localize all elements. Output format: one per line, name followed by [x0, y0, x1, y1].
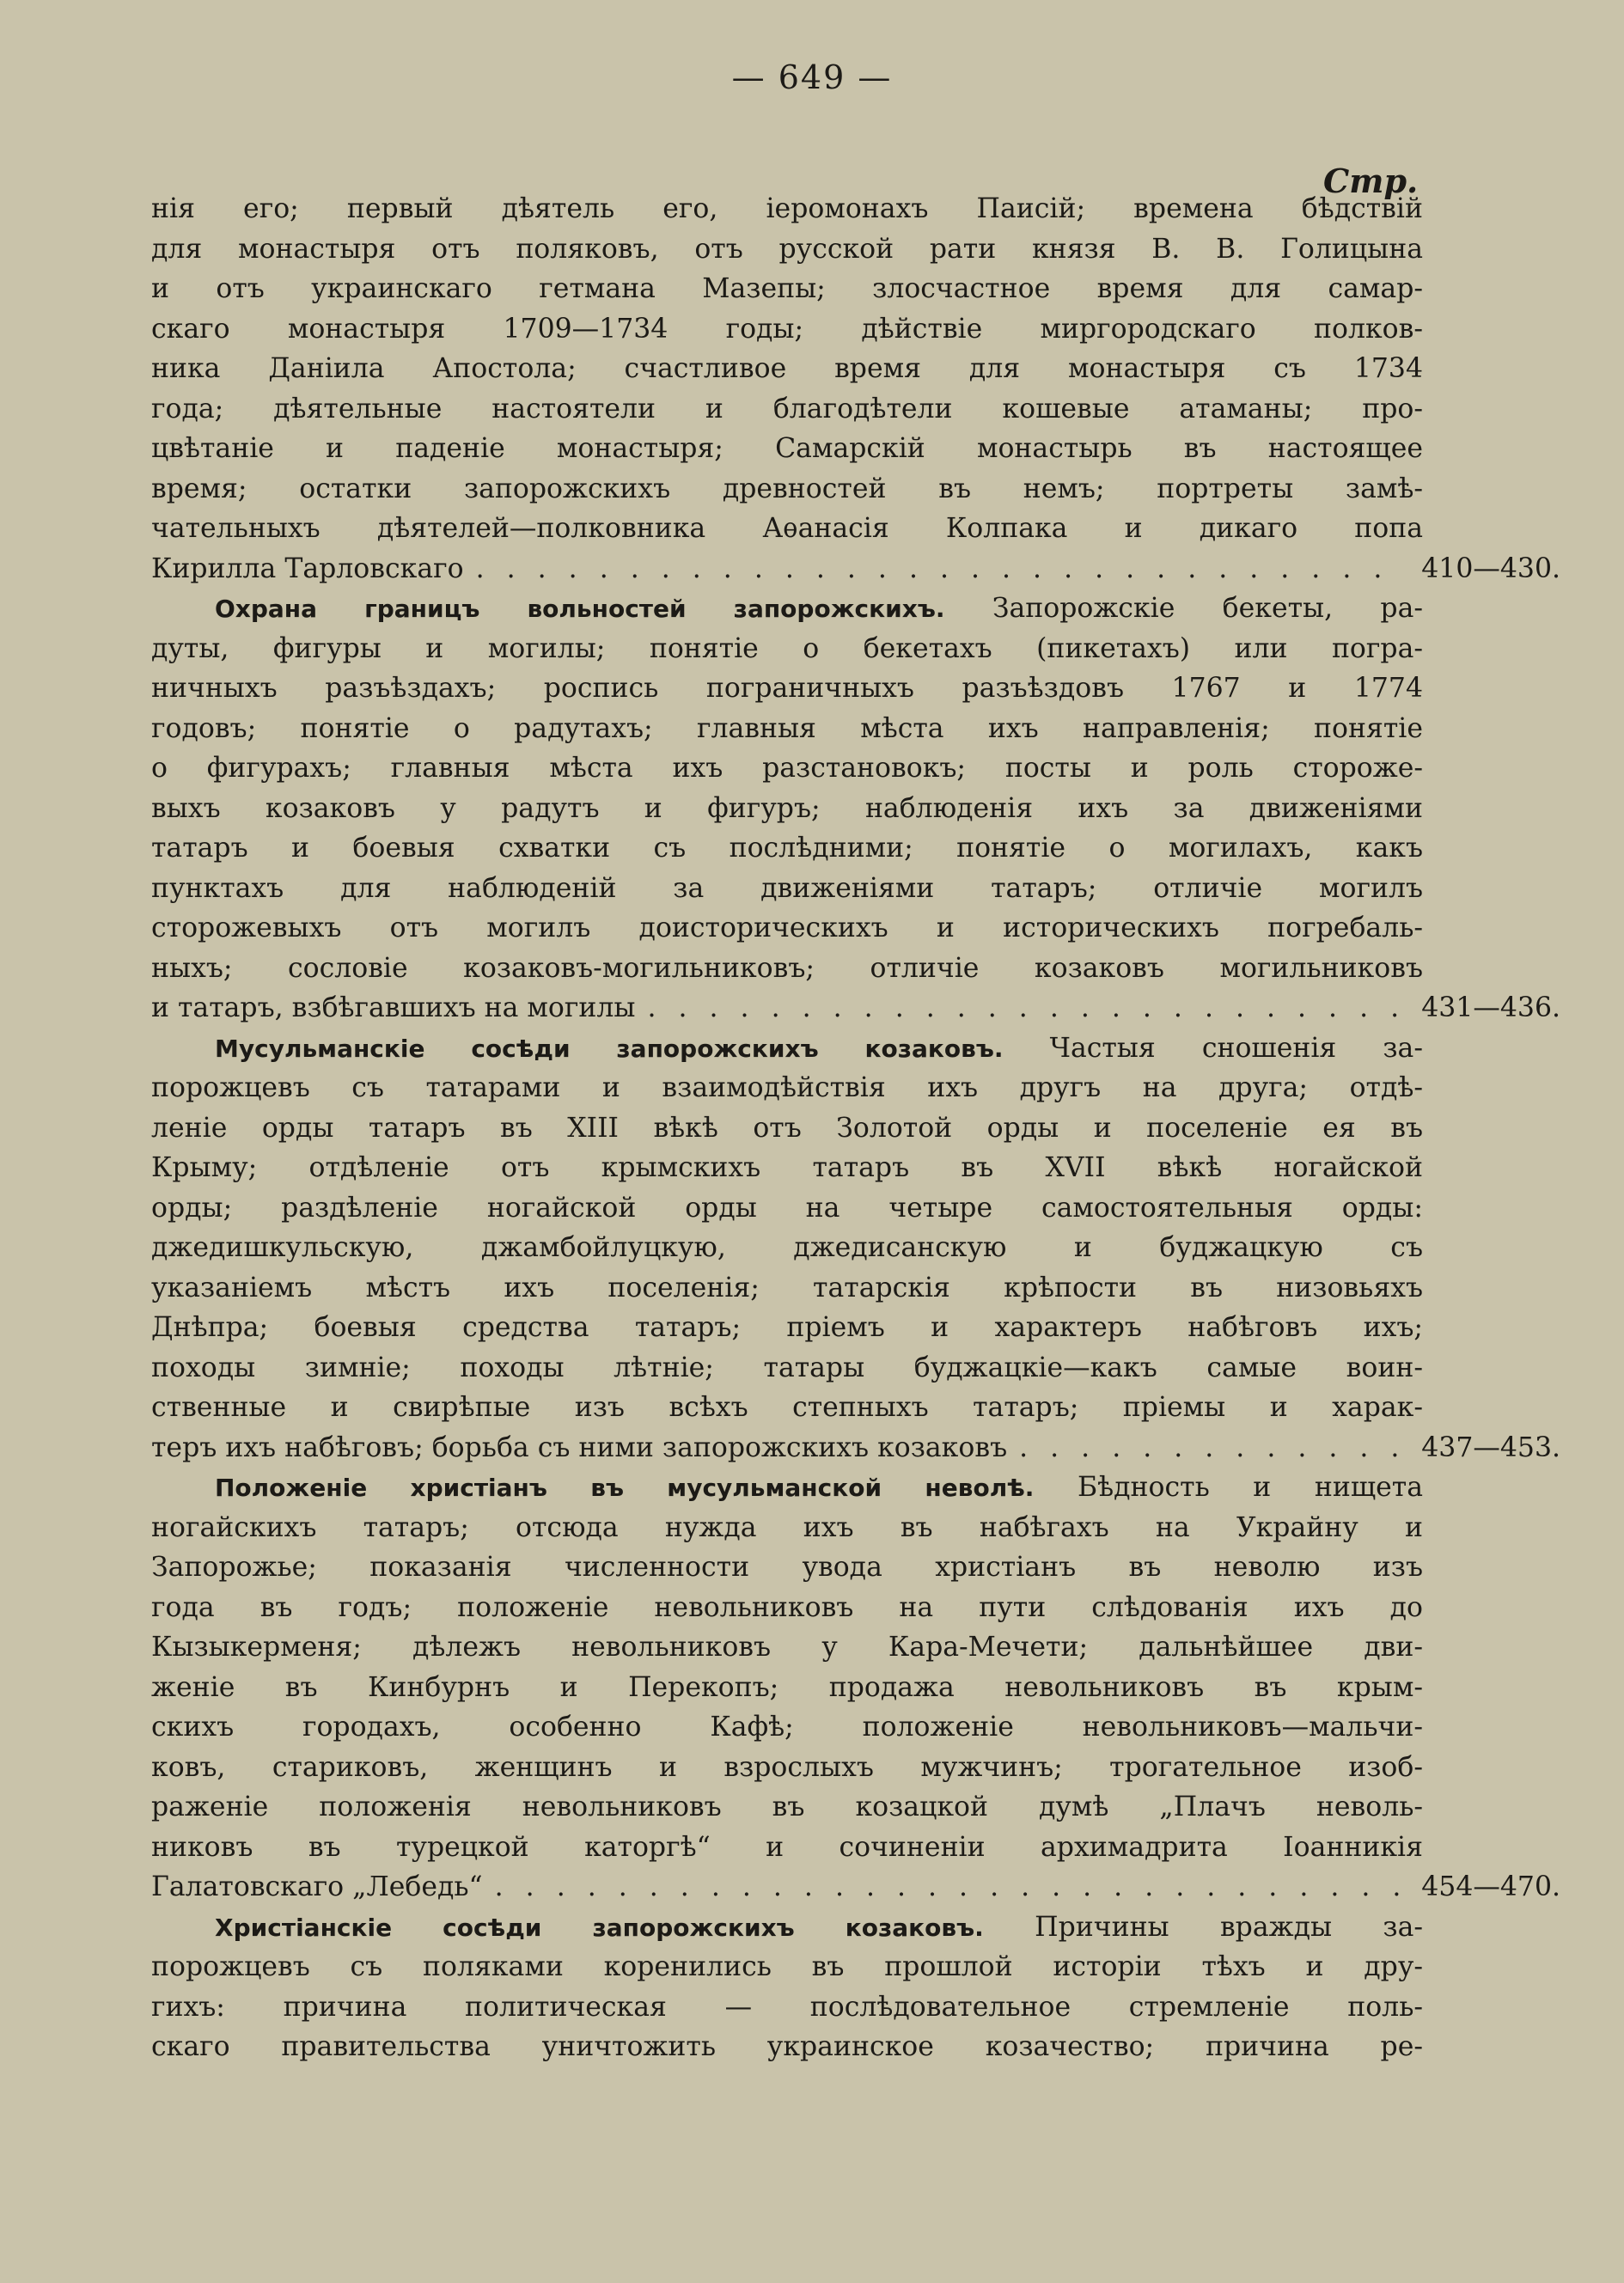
dot-leader: [476, 549, 1402, 589]
toc-entry: [151, 589, 1560, 1029]
entry-heading: Христіанскіе сосѣди запорожскихъ козаковъ.: [215, 1913, 984, 1942]
entry-text-line: пунктахъ для наблюденій за движеніями татаръ; отличіе могилъ: [151, 872, 1423, 904]
entry-heading-rest: Запорожскіе бекеты, ра-: [944, 593, 1423, 624]
entry-text-line: цвѣтаніе и паденіе монастыря; Самарскій монастырь въ настоящее: [151, 433, 1423, 464]
entry-last-text: Галатовскаго „Лебедь“: [151, 1871, 483, 1902]
entry-text-line: года; дѣятельные настоятели и благодѣтели кошевые атаманы; про-: [151, 393, 1423, 424]
entry-heading-line: [151, 589, 1423, 629]
entry-heading-rest: Бѣдность и нищета: [1034, 1472, 1423, 1503]
entry-text-line: ныхъ; сословіе козаковъ-могильниковъ; отличіе козаковъ могильниковъ: [151, 952, 1423, 984]
entry-text-line: порожцевъ съ поляками коренились въ прошлой исторіи тѣхъ и дру-: [151, 1951, 1423, 1982]
entry-text-line: гихъ: причина политическая — послѣдовательное стремленіе поль-: [151, 1991, 1423, 2023]
entry-text-line: раженіе положенія невольниковъ въ козацкой думѣ „Плачъ неволь-: [151, 1792, 1423, 1822]
page-range: 410—430.: [1421, 552, 1560, 584]
entry-text-line: ковъ, стариковъ, женщинъ и взрослыхъ мужчинъ; трогательное изоб-: [151, 1751, 1423, 1783]
table-of-contents: [151, 189, 1560, 2067]
entry-heading: Мусульманскіе сосѣди запорожскихъ козаковъ.: [215, 1034, 1004, 1063]
entry-text-line: леніе орды татаръ въ XIII вѣкѣ отъ Золотой орды и поселеніе ея въ: [151, 1112, 1423, 1144]
entry-heading-line: [151, 1468, 1423, 1508]
entry-heading: Положеніе христіанъ въ мусульманской неволѣ.: [215, 1474, 1035, 1502]
entry-heading: Охрана границъ вольностей запорожскихъ.: [215, 595, 945, 623]
entry-text-line: никовъ въ турецкой каторгѣ“ и сочиненіи архимадрита Іоанникія: [151, 1831, 1423, 1863]
entry-text-line: Кызыкерменя; дѣлежъ невольниковъ у Кара-Мечети; дальнѣйшее дви-: [151, 1632, 1423, 1663]
entry-text-line: чательныхъ дѣятелей—полковника Аѳанасія Колпака и дикаго попа: [151, 513, 1423, 544]
page-range: 454—470.: [1421, 1871, 1560, 1902]
entry-text-line: о фигурахъ; главныя мѣста ихъ разстановокъ; посты и роль стороже-: [151, 753, 1423, 784]
entry-last-line: [151, 988, 1560, 1029]
entry-text-line: ногайскихъ татаръ; отсюда нужда ихъ въ набѣгахъ на Украйну и: [151, 1511, 1423, 1543]
entry-last-line: [151, 1428, 1560, 1468]
entry-text-line: Запорожье; показанія численности увода христіанъ въ неволю изъ: [151, 1552, 1423, 1583]
dot-leader: [495, 1867, 1402, 1908]
page-range: 437—453.: [1421, 1431, 1560, 1463]
entry-text-line: женіе въ Кинбурнъ и Перекопъ; продажа невольниковъ въ крым-: [151, 1671, 1423, 1703]
entry-heading-rest: Причины вражды за-: [983, 1911, 1423, 1943]
entry-text-line: орды; раздѣленіе ногайской орды на четыре самостоятельныя орды:: [151, 1192, 1423, 1224]
page-range: 431—436.: [1421, 992, 1560, 1023]
entry-text-line: ничныхъ разъѣздахъ; роспись пограничныхъ разъѣздовъ 1767 и 1774: [151, 673, 1423, 704]
entry-text-line: джедишкульскую, джамбойлуцкую, джедисанскую и буджацкую съ: [151, 1232, 1423, 1263]
toc-entry: [151, 1029, 1560, 1468]
entry-text-line: татаръ и боевыя схватки съ послѣдними; понятіе о могилахъ, какъ: [151, 833, 1423, 864]
entry-last-line: [151, 1867, 1560, 1908]
page-column-header: Стр.: [1323, 162, 1419, 200]
entry-text-line: ника Данiила Апостола; счастливое время для монастыря съ 1734: [151, 353, 1423, 384]
toc-entry: [151, 1908, 1423, 2067]
entry-last-text: Кирилла Тарловскаго: [151, 552, 464, 584]
entry-text-line: года въ годъ; положеніе невольниковъ на пути слѣдованія ихъ до: [151, 1591, 1423, 1623]
page-number: — 649 —: [731, 58, 893, 96]
entry-last-text: теръ ихъ набѣговъ; борьба съ ними запорожскихъ козаковъ: [151, 1431, 1008, 1463]
entry-text-line: порожцевъ съ татарами и взаимодѣйствія ихъ другъ на друга; отдѣ-: [151, 1072, 1423, 1103]
entry-text-line: и отъ украинскаго гетмана Мазепы; злосчастное время для самар-: [151, 273, 1423, 304]
entry-last-text: и татаръ, взбѣгавшихъ на могилы: [151, 992, 636, 1023]
entry-heading-rest: Частыя сношенія за-: [1003, 1032, 1423, 1064]
entry-text-line: указаніемъ мѣстъ ихъ поселенія; татарскія крѣпости въ низовьяхъ: [151, 1272, 1423, 1303]
entry-text-line: Днѣпра; боевыя средства татаръ; пріемъ и характеръ набѣговъ ихъ;: [151, 1312, 1423, 1343]
toc-entry: [151, 189, 1560, 589]
entry-text-line: скаго монастыря 1709—1734 годы; дѣйствіе миргородскаго полков-: [151, 313, 1423, 345]
entry-text-line: годовъ; понятіе о радутахъ; главныя мѣста ихъ направленія; понятіе: [151, 712, 1423, 744]
entry-text-line: скихъ городахъ, особенно Кафѣ; положеніе невольниковъ—мальчи-: [151, 1712, 1423, 1743]
entry-text-line: Крыму; отдѣленіе отъ крымскихъ татаръ въ XVII вѣкѣ ногайской: [151, 1152, 1423, 1183]
entry-text-line: скаго правительства уничтожить украинское козачество; причина ре-: [151, 2031, 1423, 2062]
dot-leader: [647, 988, 1402, 1029]
dot-leader: [1019, 1428, 1402, 1468]
entry-text-line: выхъ козаковъ у радутъ и фигуръ; наблюденія ихъ за движеніями: [151, 792, 1423, 824]
entry-text-line: для монастыря отъ поляковъ, отъ русской рати князя В. В. Голицына: [151, 233, 1423, 265]
entry-text-line: нія его; первый дѣятель его, іеромонахъ Паисій; времена бѣдствій: [151, 193, 1423, 224]
toc-entry: [151, 1468, 1560, 1908]
entry-text-line: ственные и свирѣпые изъ всѣхъ степныхъ татаръ; пріемы и харак-: [151, 1392, 1423, 1423]
entry-text-line: дуты, фигуры и могилы; понятіе о бекетахъ (пикетахъ) или погра-: [151, 632, 1423, 664]
entry-heading-line: [151, 1029, 1423, 1069]
entry-text-line: время; остатки запорожскихъ древностей въ немъ; портреты замѣ-: [151, 473, 1423, 504]
entry-heading-line: [151, 1908, 1423, 1948]
entry-text-line: сторожевыхъ отъ могилъ доисторическихъ и историческихъ погребаль-: [151, 913, 1423, 943]
entry-last-line: [151, 549, 1560, 589]
entry-text-line: походы зимніе; походы лѣтніе; татары буджацкіе—какъ самые воин-: [151, 1352, 1423, 1383]
